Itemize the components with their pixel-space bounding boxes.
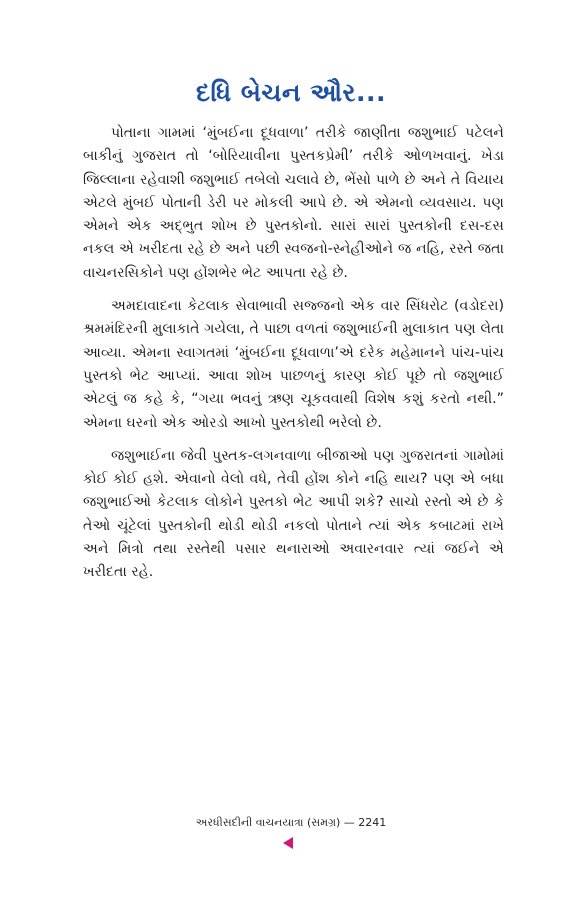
page-footer: અરધીસદીની વાચનયાત્રા (સમગ્ર) — 2241	[195, 816, 387, 829]
paragraph-1: પોતાના ગામમાં ‘મુંબઈના દૂધવાળા’ તરીકે જાણીતા જશુભાઈ પટેલને બાકીનું ગુજરાત તો ‘બોરિયાવીના પુસ્તકપ્રેમી’ તરીકે ઓળખવાનું. ખેડા જિલ્લાના રહેવાશી જશુભાઈ તબેલો ચલાવે છે, ભેંસો પાળે છે અને તે વિયાય એટલે મુંબઈ પોતાની ડેરી પર મોકલી આપે છે. એ એમનો વ્યવસાય. પણ એમને એક અદ્ભુત શોખ છે પુસ્તકોનો. સારાં સારાં પુસ્તકોની દસ-દસ નકલ એ ખરીદતા રહે છે અને પછી સ્વજનો-સ્નેહીઓને જ નહિ, રસ્તે જતા વાચનરસિકોને પણ હોંશભેર ભેટ આપતા રહે છે.	[83, 125, 504, 281]
paragraph-2: અમદાવાદના કેટલાક સેવાભાવી સજ્જનો એક વાર સિંધરોટ (વડોદરા) શ્રમમંદિરની મુલાકાતે ગયેલા, તે પાછા વળતાં જશુભાઈની મુલાકાત પણ લેતા આવ્યા. એમના સ્વાગતમાં ‘મુંબઈના દૂધવાળા’એ દરેક મહેમાનને પાંચ-પાંચ પુસ્તકો ભેટ આપ્યાં. આવા શોખ પાછળનું કારણ કોઈ પૂછે તો જશુભાઈ એટલું જ કહે કે, “ગયા ભવનું ઋણ ચૂકવવાથી વિશેષ કશું કરતો નથી.” એમના ઘરનો એક ઓરડો આખો પુસ્તકોથી ભરેલો છે.	[83, 298, 504, 431]
article-body	[83, 122, 504, 595]
page-title: દધિ બેચન ઔર...	[196, 78, 386, 107]
previous-page-arrow-icon[interactable]	[283, 837, 293, 849]
paragraph-3: જશુભાઈના જેવી પુસ્તક-લગનવાળા બીજાઓ પણ ગુજરાતનાં ગામોમાં કોઈ કોઈ હશે. એવાનો વેલો વધે, તેવી હોંશ કોને નહિ થાય? પણ એ બધા જશુભાઈઓ કેટલાક લોકોને પુસ્તકો ભેટ આપી શકે? સાચો રસ્તો એ છે કે તેઓ ચૂંટેલાં પુસ્તકોની થોડી થોડી નકલો પોતાને ત્યાં એક કબાટમાં રાખે અને મિત્રો તથા રસ્તેથી પસાર થનારાઓ અવારનવાર ત્યાં જઈને એ ખરીદતા રહે.	[83, 447, 504, 581]
